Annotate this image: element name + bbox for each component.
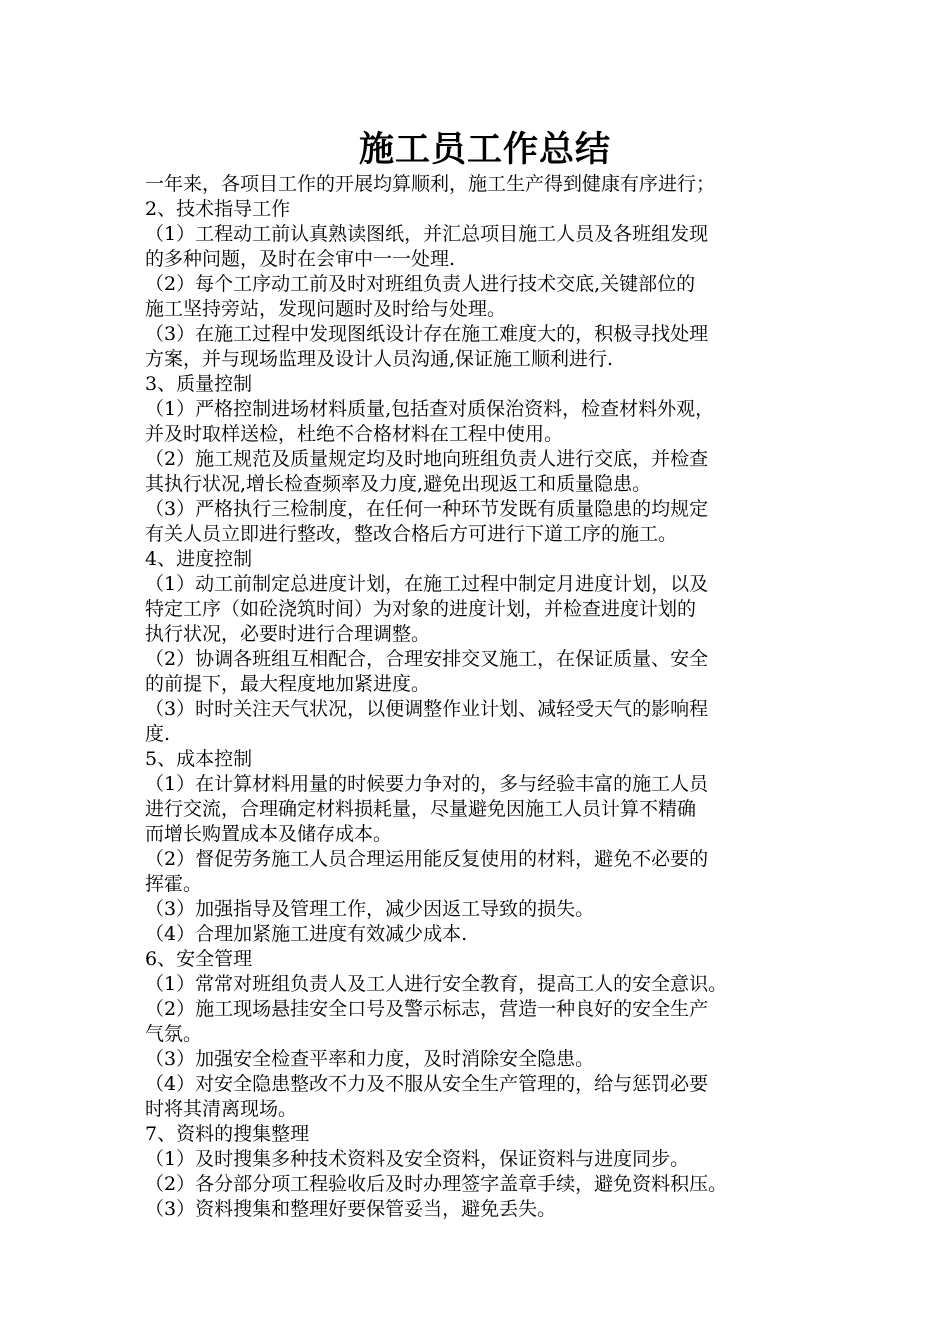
body-line: （2）各分部分项工程验收后及时办理签字盖章手续，避免资料积压。	[145, 1173, 728, 1195]
body-line: （2）施工现场悬挂安全口号及警示标志，营造一种良好的安全生产	[145, 998, 709, 1020]
body-line: （1）严格控制进场材料质量,包括查对质保治资料，检查材料外观，	[145, 398, 715, 420]
body-line: 执行状况，必要时进行合理调整。	[145, 623, 431, 645]
body-line: （3）严格执行三检制度，在任何一种环节发既有质量隐患的均规定	[145, 498, 709, 520]
body-line: （1）及时搜集多种技术资料及安全资料，保证资料与进度同步。	[145, 1148, 690, 1170]
body-line: 7、资料的搜集整理	[145, 1123, 310, 1145]
body-line: （2）督促劳务施工人员合理运用能反复使用的材料，避免不必要的	[145, 848, 709, 870]
body-line: 并及时取样送检，杜绝不合格材料在工程中使用。	[145, 423, 564, 445]
body-line: 4、进度控制	[145, 548, 253, 570]
body-line: 进行交流，合理确定材料损耗量，尽量避免因施工人员计算不精确	[145, 798, 697, 820]
body-line: 特定工序（如砼浇筑时间）为对象的进度计划，并检查进度计划的	[145, 598, 697, 620]
body-line: 挥霍。	[145, 873, 203, 895]
document-body	[145, 172, 825, 1222]
body-line: 的前提下，最大程度地加紧进度。	[145, 673, 431, 695]
body-line: （1）工程动工前认真熟读图纸，并汇总项目施工人员及各班组发现	[145, 223, 709, 245]
body-line: 一年来，各项目工作的开展均算顺利，施工生产得到健康有序进行；	[145, 173, 716, 195]
body-line: （1）在计算材料用量的时候要力争对的，多与经验丰富的施工人员	[145, 773, 709, 795]
body-line: 其执行状况,增长检查频率及力度,避免出现返工和质量隐患。	[145, 473, 652, 495]
body-line: （3）资料搜集和整理好要保管妥当，避免丢失。	[145, 1198, 557, 1220]
body-line: 方案，并与现场监理及设计人员沟通,保证施工顺利进行.	[145, 348, 614, 370]
body-line: （4）对安全隐患整改不力及不服从安全生产管理的，给与惩罚必要	[145, 1073, 709, 1095]
body-line: 3、质量控制	[145, 373, 253, 395]
body-line: 施工坚持旁站，发现问题时及时给与处理。	[145, 298, 507, 320]
body-line: （1）常常对班组负责人及工人进行安全教育，提高工人的安全意识。	[145, 973, 728, 995]
body-line: （2）每个工序动工前及时对班组负责人进行技术交底,关键部位的	[145, 273, 696, 295]
body-line: （4）合理加紧施工进度有效减少成本.	[145, 923, 468, 945]
body-line: （3）加强安全检查平率和力度，及时消除安全隐患。	[145, 1048, 595, 1070]
body-line: 气氛。	[145, 1023, 203, 1045]
body-line: （3）时时关注天气状况，以便调整作业计划、减轻受天气的影响程	[145, 698, 709, 720]
body-line: 的多种问题，及时在会审中一一处理.	[145, 248, 456, 270]
body-line: （3）加强指导及管理工作，减少因返工导致的损失。	[145, 898, 595, 920]
body-line: （2）施工规范及质量规定均及时地向班组负责人进行交底，并检查	[145, 448, 709, 470]
body-line: （1）动工前制定总进度计划，在施工过程中制定月进度计划，以及	[145, 573, 709, 595]
body-line: 时将其清离现场。	[145, 1098, 298, 1120]
body-line: 有关人员立即进行整改，整改合格后方可进行下道工序的施工。	[145, 523, 678, 545]
document-title: 施工员工作总结	[358, 129, 611, 170]
body-line: 2、技术指导工作	[145, 198, 291, 220]
body-line: 6、安全管理	[145, 948, 253, 970]
body-line: （3）在施工过程中发现图纸设计存在施工难度大的，积极寻找处理	[145, 323, 709, 345]
body-line: （2）协调各班组互相配合，合理安排交叉施工，在保证质量、安全	[145, 648, 709, 670]
body-line: 而增长购置成本及储存成本。	[145, 823, 393, 845]
body-line: 5、成本控制	[145, 748, 253, 770]
body-line: 度.	[145, 723, 171, 745]
document-page	[145, 128, 825, 1222]
